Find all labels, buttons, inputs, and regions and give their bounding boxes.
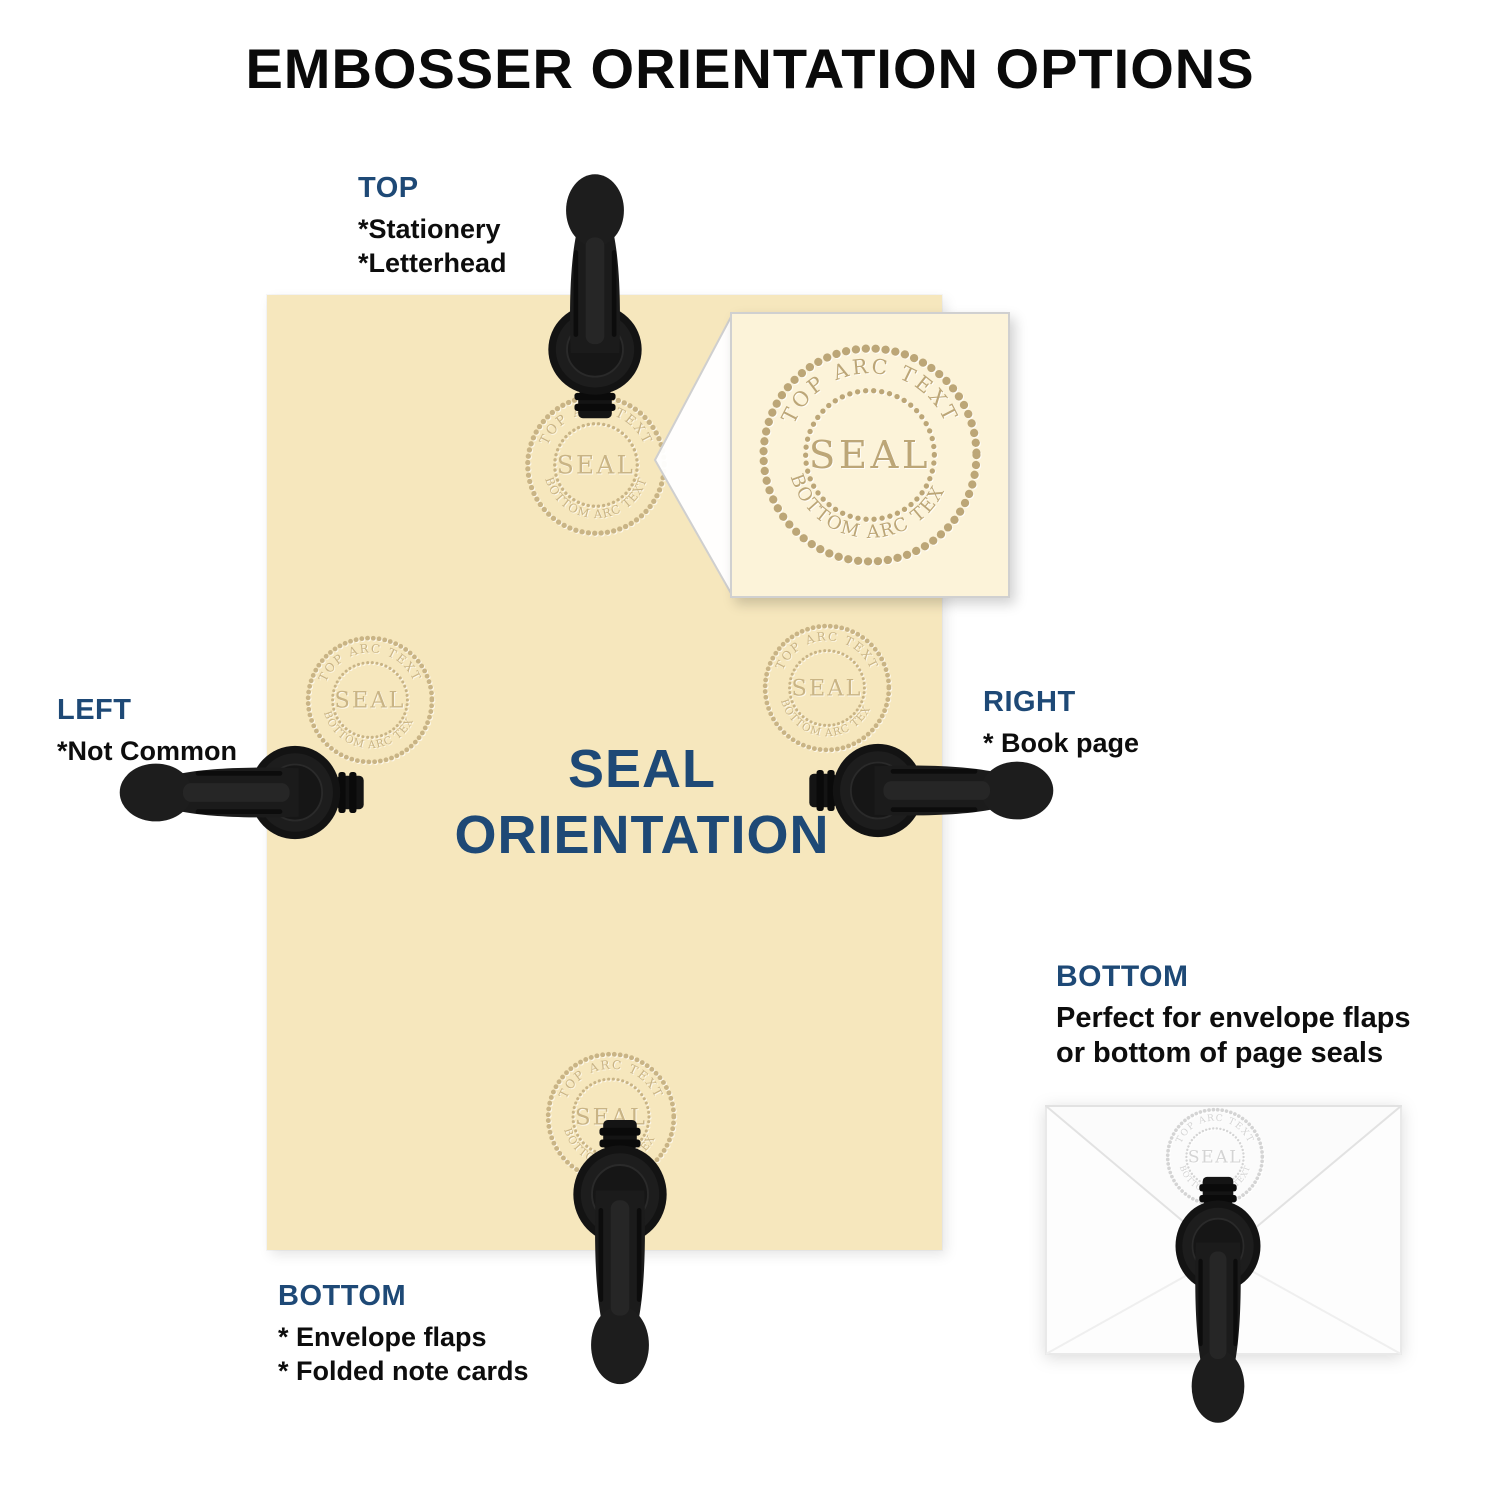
annotation-top (358, 172, 507, 280)
seal-orientation-caption-line1: SEAL (567, 739, 717, 799)
embosser-clamp-envelope (1167, 1175, 1269, 1430)
annotation-right (983, 686, 1139, 760)
annotation-bottom-item: * Envelope flaps (278, 1322, 487, 1352)
page-title: EMBOSSER ORIENTATION OPTIONS (245, 37, 1255, 100)
seal-detail-inset (730, 312, 1010, 598)
embosser-clamp-top (539, 167, 651, 420)
embosser-clamp-bottom (564, 1118, 676, 1392)
annotation-left-heading: LEFT (57, 694, 132, 726)
annotation-left (57, 694, 237, 768)
annotation-top-item: *Stationery (358, 214, 501, 244)
annotation-right-heading: RIGHT (983, 686, 1076, 718)
annotation-bottom-right-line: or bottom of page seals (1056, 1037, 1384, 1069)
annotation-top-item: *Letterhead (358, 248, 507, 278)
annotation-top-heading: TOP (358, 172, 419, 204)
seal-impression-inset (753, 338, 987, 572)
annotation-bottom-heading: BOTTOM (278, 1280, 407, 1312)
seal-orientation-caption-line2: ORIENTATION (454, 805, 830, 865)
annotation-right-item: * Book page (983, 728, 1140, 758)
annotation-bottom-right-line: Perfect for envelope flaps (1056, 1002, 1411, 1034)
annotation-bottom-item: * Folded note cards (278, 1356, 529, 1386)
annotation-bottom-right (1056, 960, 1411, 1071)
annotation-bottom (278, 1280, 529, 1388)
annotation-bottom-right-heading: BOTTOM (1056, 960, 1189, 993)
annotation-left-item: *Not Common (57, 736, 237, 766)
